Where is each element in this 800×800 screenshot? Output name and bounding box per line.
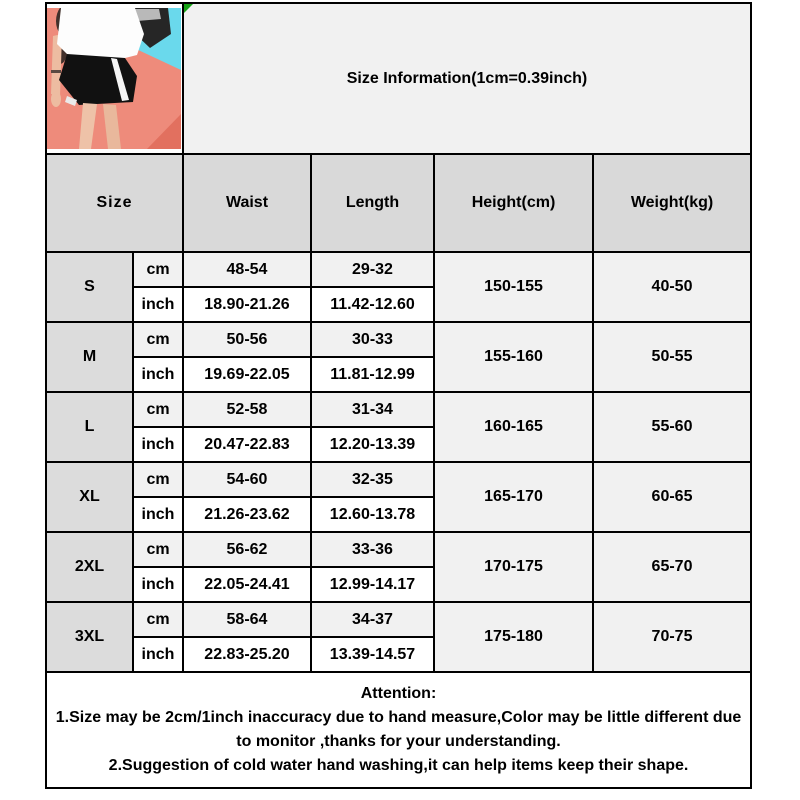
top-band-row (46, 3, 751, 154)
waist-value-inch: 21.26-23.62 (183, 497, 311, 532)
attention-row (46, 672, 751, 788)
unit-label-inch: inch (133, 357, 183, 392)
attention-line-1: 1.Size may be 2cm/1inch inaccuracy due to hand measure,Color may be little different due to monitor ,thanks for your understanding. (55, 709, 742, 750)
column-header-size: Size (46, 154, 183, 252)
waist-value-cm: 56-62 (183, 532, 311, 567)
corner-flag-icon (184, 4, 193, 13)
waist-value-inch: 22.05-24.41 (183, 567, 311, 602)
unit-label-cm: cm (133, 462, 183, 497)
size-label: 2XL (46, 532, 133, 602)
length-value-cm: 34-37 (311, 602, 434, 637)
waist-value-cm: 48-54 (183, 252, 311, 287)
weight-value: 40-50 (593, 252, 751, 322)
size-label: S (46, 252, 133, 322)
unit-label-cm: cm (133, 322, 183, 357)
weight-value: 65-70 (593, 532, 751, 602)
waist-value-cm: 52-58 (183, 392, 311, 427)
height-value: 155-160 (434, 322, 593, 392)
column-header-row (46, 154, 751, 252)
size-label: L (46, 392, 133, 462)
waist-value-inch: 19.69-22.05 (183, 357, 311, 392)
length-value-cm: 33-36 (311, 532, 434, 567)
length-value-inch: 11.81-12.99 (311, 357, 434, 392)
length-value-inch: 13.39-14.57 (311, 637, 434, 672)
attention-line-2: 2.Suggestion of cold water hand washing,it can help items keep their shape. (108, 757, 689, 774)
waist-value-inch: 20.47-22.83 (183, 427, 311, 462)
unit-label-cm: cm (133, 252, 183, 287)
length-value-inch: 12.60-13.78 (311, 497, 434, 532)
size-row-l-cm (46, 392, 751, 427)
weight-value: 70-75 (593, 602, 751, 672)
length-value-cm: 29-32 (311, 252, 434, 287)
product-photo-cell (46, 3, 183, 154)
size-row-m-cm (46, 322, 751, 357)
unit-label-inch: inch (133, 497, 183, 532)
unit-label-cm: cm (133, 392, 183, 427)
length-value-cm: 32-35 (311, 462, 434, 497)
waist-value-inch: 18.90-21.26 (183, 287, 311, 322)
height-value: 170-175 (434, 532, 593, 602)
waist-value-cm: 50-56 (183, 322, 311, 357)
column-header-weight: Weight(kg) (593, 154, 751, 252)
size-row-s-cm (46, 252, 751, 287)
weight-value: 60-65 (593, 462, 751, 532)
unit-label-inch: inch (133, 427, 183, 462)
column-header-length: Length (311, 154, 434, 252)
unit-label-inch: inch (133, 637, 183, 672)
product-photo (47, 8, 181, 149)
photo-hand (51, 91, 61, 107)
length-value-inch: 12.20-13.39 (311, 427, 434, 462)
unit-label-inch: inch (133, 287, 183, 322)
size-row-2xl-cm (46, 532, 751, 567)
size-information-title-cell (183, 3, 751, 154)
photo-bag-print (135, 9, 161, 21)
waist-value-cm: 54-60 (183, 462, 311, 497)
size-row-3xl-cm (46, 602, 751, 637)
length-value-cm: 31-34 (311, 392, 434, 427)
column-header-height: Height(cm) (434, 154, 593, 252)
length-value-inch: 12.99-14.17 (311, 567, 434, 602)
unit-label-cm: cm (133, 532, 183, 567)
unit-label-cm: cm (133, 602, 183, 637)
size-table (45, 2, 752, 789)
unit-label-inch: inch (133, 567, 183, 602)
size-label: M (46, 322, 133, 392)
size-label: 3XL (46, 602, 133, 672)
height-value: 175-180 (434, 602, 593, 672)
column-header-waist: Waist (183, 154, 311, 252)
size-information-title: Size Information(1cm=0.39inch) (346, 69, 588, 87)
waist-value-cm: 58-64 (183, 602, 311, 637)
length-value-cm: 30-33 (311, 322, 434, 357)
photo-bracelet (51, 70, 61, 73)
height-value: 160-165 (434, 392, 593, 462)
photo-shirt (57, 8, 144, 60)
attention-title: Attention: (360, 685, 437, 702)
size-row-xl-cm (46, 462, 751, 497)
waist-value-inch: 22.83-25.20 (183, 637, 311, 672)
height-value: 150-155 (434, 252, 593, 322)
height-value: 165-170 (434, 462, 593, 532)
weight-value: 50-55 (593, 322, 751, 392)
size-label: XL (46, 462, 133, 532)
attention-note (46, 672, 751, 788)
length-value-inch: 11.42-12.60 (311, 287, 434, 322)
weight-value: 55-60 (593, 392, 751, 462)
